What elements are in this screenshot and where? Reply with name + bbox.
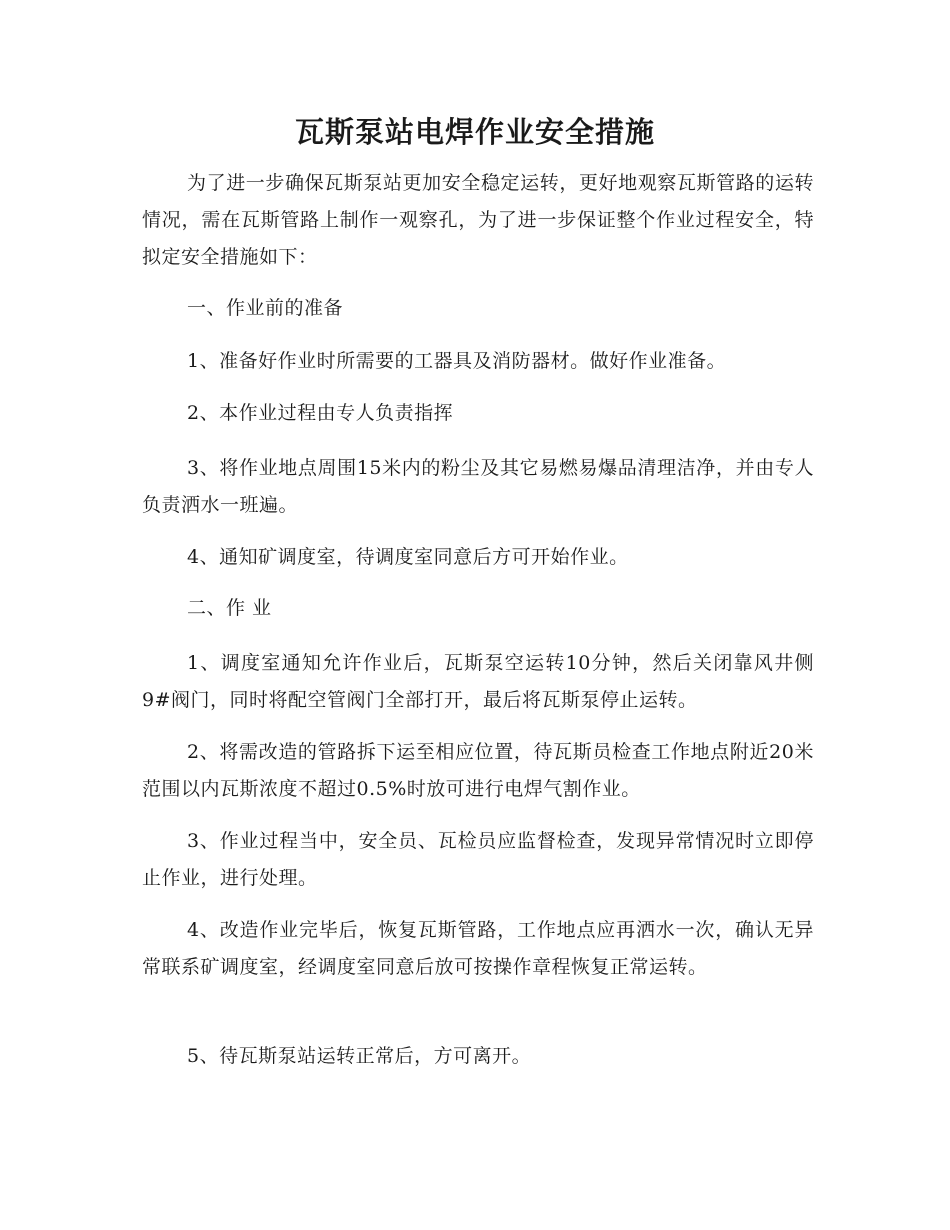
section-heading-work: 二、作 业 (187, 597, 272, 619)
work-item-4: 4、改造作业完毕后，恢复瓦斯管路，工作地点应再洒水一次，确认无异常联系矿调度室，经调度室同意后放可按操作章程恢复正常运转。 (142, 919, 814, 978)
preparation-item-1: 1、准备好作业时所需要的工器具及消防器材。做好作业准备。 (187, 350, 727, 372)
work-item-1: 1、调度室通知允许作业后，瓦斯泵空运转10分钟，然后关闭靠风井侧9#阀门，同时将配空管阀门全部打开，最后将瓦斯泵停止运转。 (142, 652, 814, 711)
document-title: 瓦斯泵站电焊作业安全措施 (294, 115, 655, 149)
preparation-item-2: 2、本作业过程由专人负责指挥 (187, 402, 454, 424)
section-heading-preparation: 一、作业前的准备 (187, 297, 344, 319)
preparation-item-4: 4、通知矿调度室，待调度室同意后方可开始作业。 (187, 546, 629, 568)
intro-paragraph: 为了进一步确保瓦斯泵站更加安全稳定运转，更好地观察瓦斯管路的运转情况，需在瓦斯管路上制作一观察孔，为了进一步保证整个作业过程安全，特拟定安全措施如下： (142, 172, 814, 268)
work-item-2: 2、将需改造的管路拆下运至相应位置，待瓦斯员检查工作地点附近20米范围以内瓦斯浓度不超过0.5%时放可进行电焊气割作业。 (142, 741, 814, 800)
work-item-3: 3、作业过程当中，安全员、瓦检员应监督检查，发现异常情况时立即停止作业，进行处理。 (142, 830, 814, 889)
preparation-item-3: 3、将作业地点周围15米内的粉尘及其它易燃易爆品清理洁净，并由专人负责洒水一班遍。 (142, 457, 814, 516)
work-item-5: 5、待瓦斯泵站运转正常后，方可离开。 (187, 1045, 532, 1067)
